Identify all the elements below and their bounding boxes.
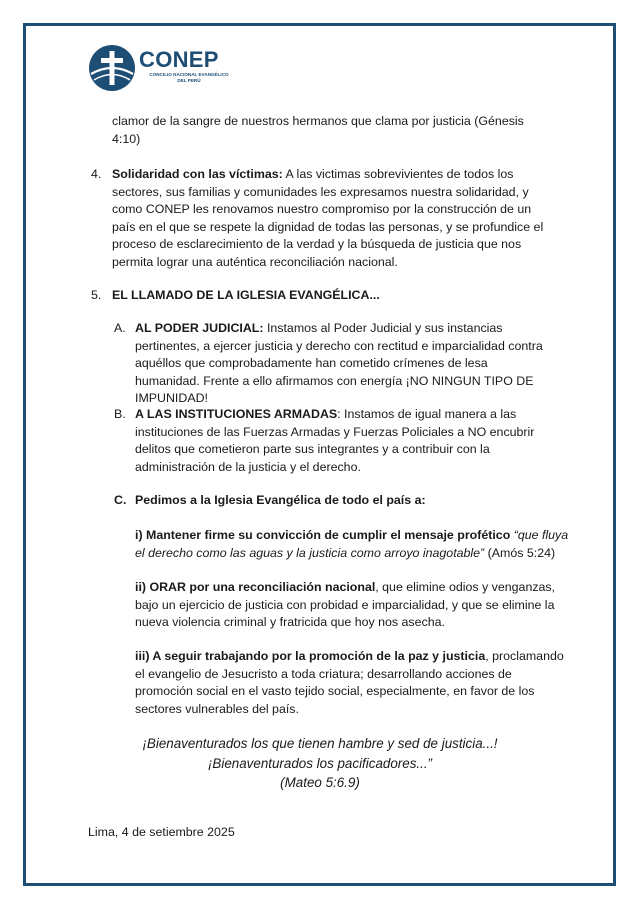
subB-paragraph xyxy=(135,406,550,476)
logo-subtitle-line1: CONCILIO NACIONAL EVANGÉLICO xyxy=(149,72,229,77)
closing-line1: ¡Bienaventurados los que tienen hambre y sed de justicia...! xyxy=(142,736,498,751)
cross-globe-icon xyxy=(88,44,136,92)
conep-logo xyxy=(88,44,238,100)
point1-title: i) Mantener firme su convicción de cumplir el mensaje profético xyxy=(135,528,511,542)
logo-subtitle-line2: DEL PERÚ xyxy=(177,78,201,83)
subA-letter: A. xyxy=(114,321,126,335)
closing-quote xyxy=(120,734,520,793)
subB-text: : Instamos de igual manera a las instituciones de las Fuerzas Armadas y Fuerzas Policiales a NO encubrir delitos que cometieron parte sus integrantes y a contribuir con la administración de la justicia y el derecho. xyxy=(135,407,535,474)
point3-paragraph xyxy=(135,648,570,718)
item4-number: 4. xyxy=(91,167,102,181)
subA-paragraph xyxy=(135,320,555,408)
logo-subtitle xyxy=(139,72,239,84)
item4-title: Solidaridad con las víctimas: xyxy=(112,167,283,181)
point3-text: , proclamando el evangelio de Jesucristo a toda criatura; desarrollando acciones de promoción social en el vasto tejido social, especialmente, en favor de los sectores vulnerables del país. xyxy=(135,649,564,716)
subA-text: Instamos al Poder Judicial y sus instancias pertinentes, a ejercer justicia y derecho con rectitud e imparcialidad contra aquéllos que comprobadamente han cometido crímenes de lesa humanidad. Frente a ello afirmamos con energía ¡NO NINGUN TIPO DE IMPUNIDAD! xyxy=(135,321,543,405)
continuation-paragraph: clamor de la sangre de nuestros hermanos que clama por justicia (Génesis 4:10) xyxy=(112,114,524,146)
subB-title: A LAS INSTITUCIONES ARMADAS xyxy=(135,407,338,421)
subC-letter: C. xyxy=(114,493,127,507)
item4-paragraph xyxy=(112,166,554,271)
point1-quote: “que fluya el derecho como las aguas y la justicia como arroyo inagotable” xyxy=(135,528,569,560)
point2-paragraph xyxy=(135,579,573,632)
subA-title: AL PODER JUDICIAL: xyxy=(135,321,264,335)
item5-number: 5. xyxy=(91,288,102,302)
logo-name: CONEP xyxy=(139,47,219,72)
point3-title: iii) A seguir trabajando por la promoción de la paz y justicia xyxy=(135,649,486,663)
item5-heading: EL LLAMADO DE LA IGLESIA EVANGÉLICA... xyxy=(112,288,380,302)
subB-letter: B. xyxy=(114,407,126,421)
point1-ref: (Amós 5:24) xyxy=(484,545,556,560)
closing-line2: ¡Bienaventurados los pacificadores...” xyxy=(207,755,433,771)
point2-title: ii) ORAR por una reconciliación nacional xyxy=(135,580,376,594)
point2-text: , que elimine odios y venganzas, bajo un ejercicio de justicia con probidad e imparcialidad, y que se elimine la nueva violencia criminal y fratricida que hoy nos asecha. xyxy=(135,580,556,629)
point1-paragraph xyxy=(135,527,575,562)
item4-text: A las victimas sobrevivientes de todos los sectores, sus familias y comunidades les expresamos nuestra solidaridad, y como CONEP les renovamos nuestro compromiso por la construcción de un país en el que se respete la dignidad de todas las personas, y se profundice el proceso de esclarecimiento de la verdad y la búsqueda de justicia que nos permita lograr una auténtica reconciliación nacional. xyxy=(112,167,544,269)
date-line: Lima, 4 de setiembre 2025 xyxy=(88,825,235,839)
closing-reference: (Mateo 5:6.9) xyxy=(280,775,360,790)
subC-heading: Pedimos a la Iglesia Evangélica de todo el país a: xyxy=(135,493,426,507)
